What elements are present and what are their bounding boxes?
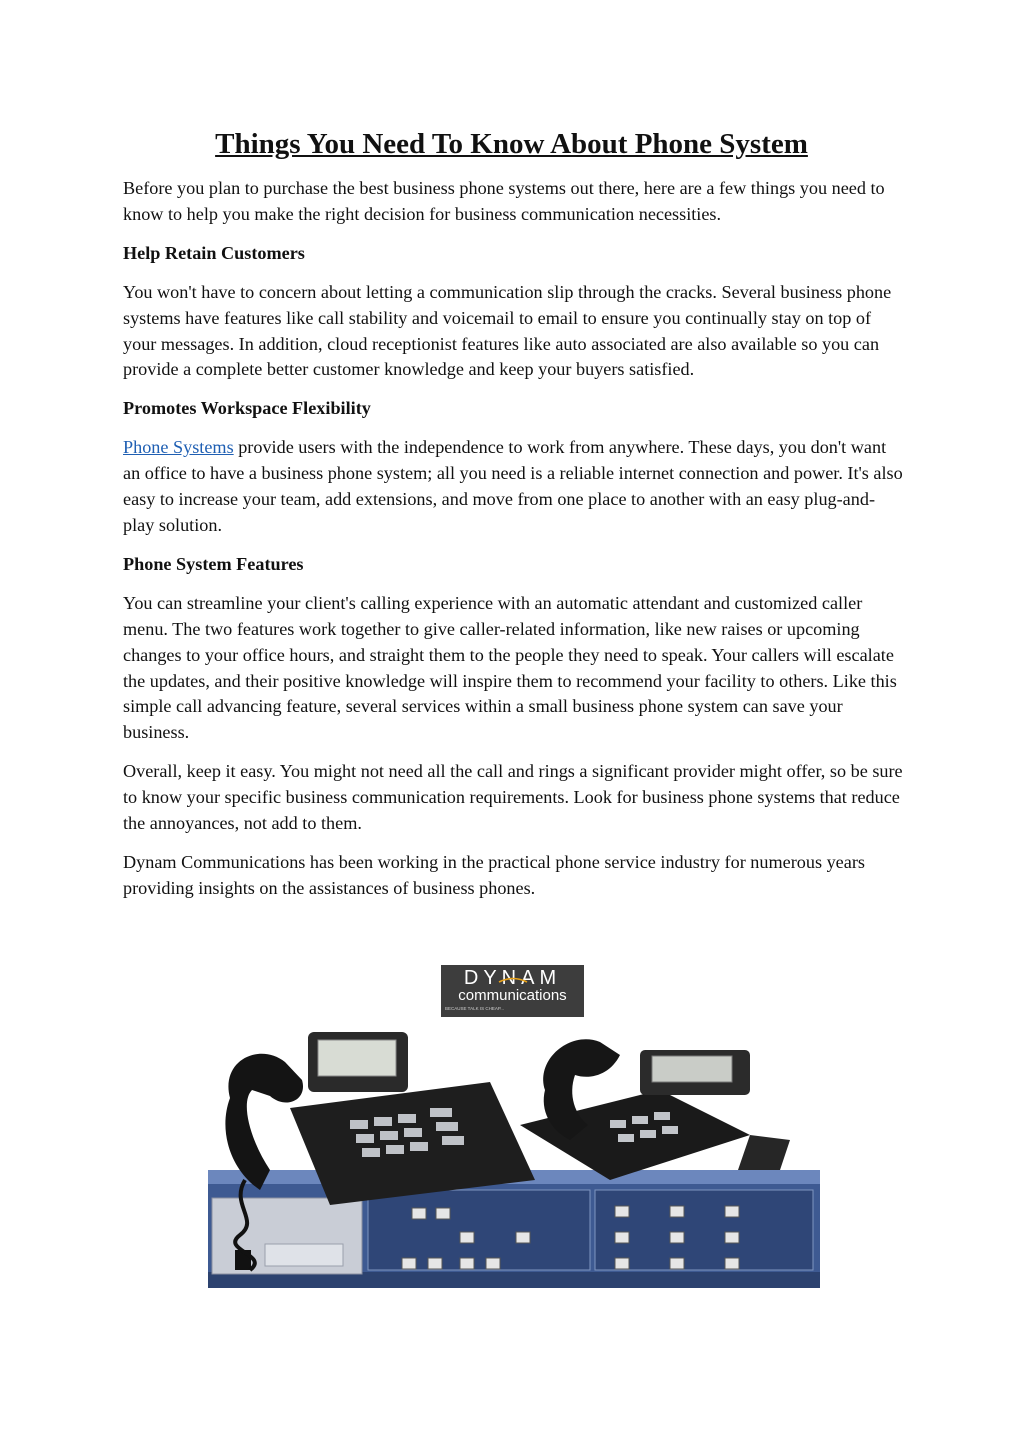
section-paragraph-retain: You won't have to concern about letting a communication slip through the cracks. Several business phone systems have features like call stability and voicemail to email to ensure you continually stay on top of your messages. In addition, cloud receptionist features like auto associated are also available so you can provide a complete better customer knowledge and keep your buyers satisfied. (123, 281, 892, 380)
phone-system-hardware-image (190, 1020, 830, 1292)
logo-wordmark: DYNAM (463, 967, 562, 989)
section-heading-retain: Help Retain Customers (123, 242, 305, 263)
phone-systems-link[interactable]: Phone Systems (123, 437, 234, 458)
pbx-rack (208, 1170, 820, 1288)
section-heading-features: Phone System Features (123, 553, 304, 574)
flexibility-text: provide users with the independence to work from anywhere. These days, you don't want an office to have a business phone system; all you need is a reliable internet connection and power. It's also easy to increase your team, add extensions, and move from one place to another with an easy plug-and-play solution. (123, 437, 903, 535)
logo-tagline: BECAUSE TALK IS CHEAP... (445, 1006, 505, 1011)
page-title: Things You Need To Know About Phone System (215, 128, 808, 160)
closing-paragraph-dynam: Dynam Communications has been working in the practical phone service industry for numerous years providing insights on the assistances of business phones. (123, 851, 865, 898)
section-paragraph-features: You can streamline your client's calling experience with an automatic attendant and customized caller menu. The two features work together to give caller-related information, like new raises or upcoming changes to your office hours, and straight them to the people they need to speak. Your callers will escalate the updates, and their positive knowledge will inspire them to recommend your facility to others. Like this simple call advancing feature, several services within a small business phone system can save your business. (123, 592, 897, 743)
desk-phone-right (520, 1039, 790, 1180)
section-heading-flexibility: Promotes Workspace Flexibility (123, 398, 371, 419)
intro-paragraph: Before you plan to purchase the best business phone systems out there, here are a few things you need to know to help you make the right decision for business communication necessities. (123, 178, 885, 224)
article-body (123, 176, 905, 915)
dynam-logo (441, 965, 584, 1017)
closing-paragraph-overall: Overall, keep it easy. You might not need all the call and rings a significant provider might offer, so be sure to know your specific business communication requirements. Look for business phone systems that reduce the annoyances, not add to them. (123, 761, 903, 834)
section-paragraph-flexibility (123, 435, 905, 539)
logo-subtitle: communications (458, 987, 567, 1004)
